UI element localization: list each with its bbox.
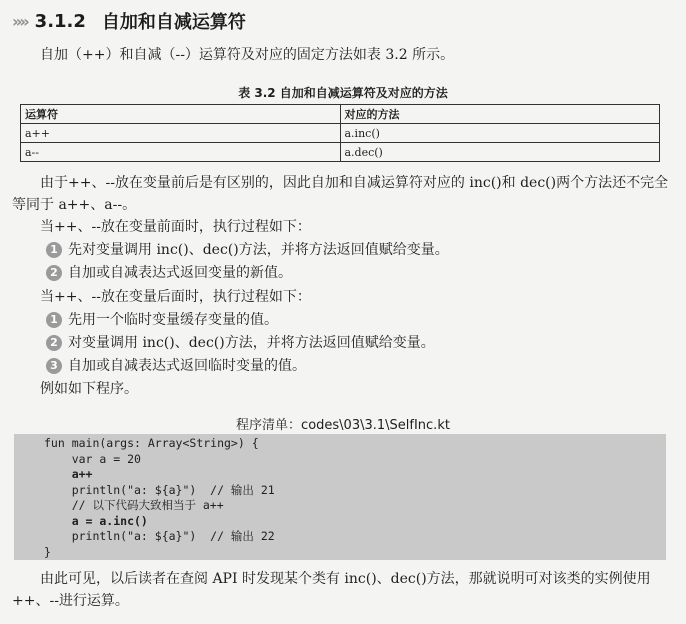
step-text: 先对变量调用 inc()、dec()方法，并将方法返回值赋给变量。	[68, 242, 449, 258]
prefix-step-2	[46, 263, 292, 283]
code-block	[14, 434, 666, 560]
code-line: a++	[44, 467, 93, 481]
body-paragraph: 由于++、--放在变量前后是有区别的，因此自加和自减运算符对应的 inc()和 dec()两个方法还不完全等同于 a++、a--。	[12, 175, 669, 213]
table-cell: a++	[21, 124, 341, 143]
step-number-badge: 1	[46, 312, 62, 328]
code-line: println("a: ${a}") // 输出 21	[44, 482, 275, 497]
table-header-row	[21, 105, 660, 124]
intro-paragraph: 自加（++）和自减（--）运算符及对应的固定方法如表 3.2 所示。	[40, 47, 455, 63]
step-text: 先用一个临时变量缓存变量的值。	[68, 312, 278, 328]
example-intro: 例如如下程序。	[40, 381, 138, 397]
table-cell: a.inc()	[340, 124, 660, 143]
step-text: 自加或自减表达式返回变量的新值。	[68, 265, 292, 281]
code-line: }	[44, 544, 51, 559]
code-listing-caption: 程序清单：codes\03\3.1\SelfInc.kt	[236, 418, 450, 433]
code-listing	[14, 434, 666, 560]
step-text: 对变量调用 inc()、dec()方法，并将方法返回值赋给变量。	[68, 335, 435, 351]
code-line: fun main(args: Array<String>) {	[44, 436, 259, 450]
table-row	[21, 124, 660, 143]
step-text: 自加或自减表达式返回临时变量的值。	[68, 358, 306, 374]
step-number-badge: 2	[46, 265, 62, 281]
table-row	[21, 143, 660, 162]
conclusion-paragraph: 由此可见，以后读者在查阅 API 时发现某个类有 inc()、dec()方法，那就说明可对该类的实例使用++、--进行运算。	[12, 571, 651, 609]
double-chevron-icon: »»	[12, 11, 27, 31]
step-number-badge: 2	[46, 335, 62, 351]
prefix-intro: 当++、--放在变量前面时，执行过程如下：	[40, 219, 311, 235]
code-line: a = a.inc()	[44, 513, 148, 528]
code-line: // 以下代码大致相当于 a++	[44, 498, 224, 512]
postfix-step-1	[46, 310, 278, 330]
column-header-method: 对应的方法	[340, 105, 660, 124]
table-cell: a--	[21, 143, 341, 162]
postfix-step-3	[46, 356, 306, 376]
postfix-intro: 当++、--放在变量后面时，执行过程如下：	[40, 289, 311, 305]
step-number-badge: 3	[46, 358, 62, 374]
postfix-step-2	[46, 333, 435, 353]
section-heading	[12, 8, 246, 34]
table-caption: 表 3.2 自加和自减运算符及对应的方法	[238, 86, 448, 100]
prefix-step-1	[46, 240, 449, 260]
operator-table	[20, 104, 660, 162]
code-line: var a = 20	[44, 451, 141, 466]
section-number: 3.1.2	[34, 10, 86, 32]
code-line: println("a: ${a}") // 输出 22	[44, 529, 275, 543]
step-number-badge: 1	[46, 242, 62, 258]
section-title: 自加和自减运算符	[101, 12, 246, 33]
table-cell: a.dec()	[340, 143, 660, 162]
column-header-operator: 运算符	[21, 105, 341, 124]
